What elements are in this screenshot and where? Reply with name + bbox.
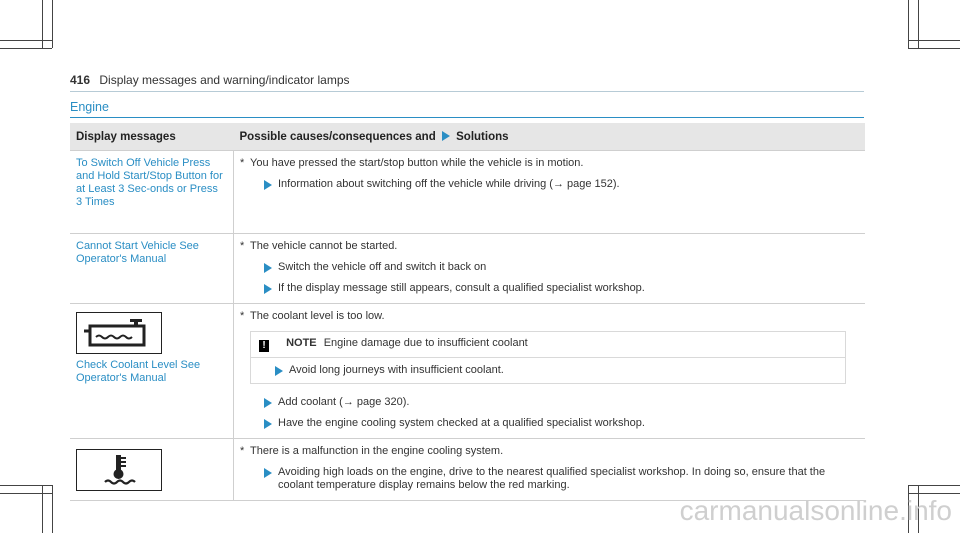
action-item: Switch the vehicle off and switch it back on: [240, 261, 859, 274]
crop-mark: [908, 493, 960, 494]
action-item: If the display message still appears, consult a qualified specialist workshop.: [240, 282, 859, 295]
page-number: 416: [70, 73, 91, 87]
page-header: [70, 73, 350, 87]
action-arrow-icon: [264, 180, 272, 190]
crop-mark: [0, 493, 52, 494]
coolant-level-icon: [76, 312, 162, 354]
crop-mark: [0, 48, 52, 49]
message-text: Cannot Start Vehicle See Operator's Manual: [76, 240, 199, 265]
cause-item: * The vehicle cannot be started.: [240, 240, 398, 252]
crop-mark: [0, 40, 52, 41]
action-item: Avoid long journeys with insufficient coolant.: [251, 364, 845, 377]
section-title: Engine: [70, 100, 109, 114]
page-title: Display messages and warning/indicator lamps: [99, 73, 350, 87]
header-divider: [70, 91, 864, 92]
display-messages-table: [70, 123, 865, 501]
action-arrow-icon: [264, 468, 272, 478]
crop-mark: [908, 485, 960, 486]
action-arrow-icon: [264, 284, 272, 294]
crop-mark: [908, 48, 960, 49]
note-text: Engine damage due to insufficient coolant: [323, 337, 528, 349]
message-text: To Switch Off Vehicle Press and Hold Start/Stop Button for at Least 3 Sec-onds or Press 3 Times: [76, 157, 223, 208]
cause-item: * The coolant level is too low.: [240, 310, 385, 322]
warning-icon: !: [259, 340, 269, 352]
watermark: carmanualsonline.info: [679, 495, 952, 526]
crop-mark: [52, 0, 53, 48]
note-label: NOTE: [286, 337, 317, 349]
action-item: Information about switching off the vehicle while driving (→ page 152).: [240, 178, 859, 191]
action-arrow-icon: [264, 419, 272, 429]
action-arrow-icon: [264, 263, 272, 273]
action-arrow-icon: [275, 366, 283, 376]
solution-arrow-icon: [442, 131, 450, 141]
header-display-messages: Display messages: [70, 123, 234, 151]
crop-mark: [908, 40, 960, 41]
table-header: [70, 123, 865, 151]
table-row: [70, 234, 865, 304]
header-solutions: Possible causes/consequences and Solutions: [234, 123, 866, 151]
cause-item: * There is a malfunction in the engine cooling system.: [240, 445, 504, 457]
action-arrow-icon: [264, 398, 272, 408]
coolant-temperature-icon: [76, 449, 162, 491]
cause-item: * You have pressed the start/stop button while the vehicle is in motion.: [240, 157, 584, 169]
table-row: [70, 439, 865, 501]
action-item: Add coolant (→ page 320).: [240, 396, 859, 409]
action-item: Avoiding high loads on the engine, drive to the nearest qualified specialist workshop. In doing so, ensure that the coolant temperature display remains below the red marking.: [240, 466, 859, 492]
action-item: Have the engine cooling system checked at a qualified specialist workshop.: [240, 417, 859, 430]
crop-mark: [52, 485, 53, 533]
crop-mark: [0, 485, 52, 486]
section-divider: [70, 117, 864, 118]
table-row: [70, 151, 865, 234]
table-row: [70, 304, 865, 439]
message-text: Check Coolant Level See Operator's Manual: [76, 359, 201, 384]
note-box: [250, 331, 846, 384]
